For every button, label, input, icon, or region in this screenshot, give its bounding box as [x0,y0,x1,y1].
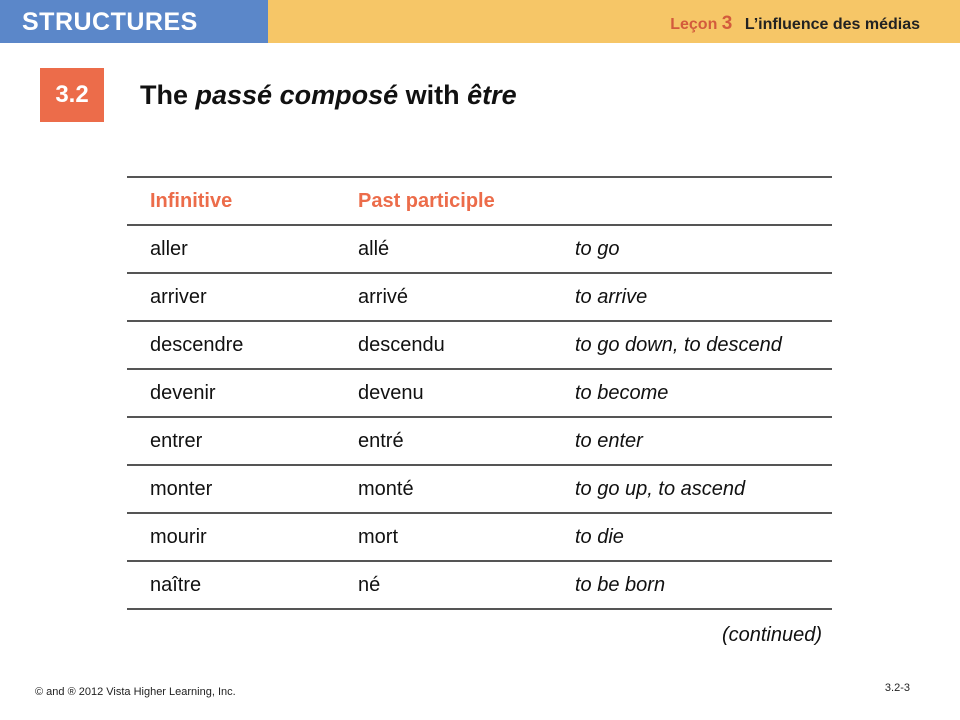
translation-cell: to become [545,369,832,417]
header-past-participle: Past participle [335,177,545,225]
table-row [127,369,832,417]
participle-cell: devenu [335,369,545,417]
infinitive-cell: monter [127,465,335,513]
infinitive-cell: arriver [127,273,335,321]
translation-cell: to be born [545,561,832,609]
table-row [127,561,832,609]
infinitive-cell: devenir [127,369,335,417]
lecon-word: Leçon [670,16,718,33]
table-row [127,465,832,513]
participle-cell: mort [335,513,545,561]
lecon-topic: L’influence des médias [744,16,920,33]
title-post: with [398,80,468,110]
participle-cell: arrivé [335,273,545,321]
lecon-number: 3 [721,13,733,34]
table-row [127,321,832,369]
table-row [127,417,832,465]
section-banner [0,0,268,43]
header-infinitive: Infinitive [127,177,335,225]
participle-cell: entré [335,417,545,465]
title-etre: être [467,80,517,110]
participle-cell: allé [335,225,545,273]
page-number: 3.2-3 [884,682,910,694]
translation-cell: to die [545,513,832,561]
infinitive-cell: naître [127,561,335,609]
page-title [140,80,517,111]
participle-cell: né [335,561,545,609]
translation-cell: to go down, to descend [545,321,832,369]
infinitive-cell: entrer [127,417,335,465]
title-pre: The [140,80,196,110]
translation-cell: to enter [545,417,832,465]
translation-cell: to go up, to ascend [545,465,832,513]
header-bar [0,0,960,43]
translation-cell: to go [545,225,832,273]
section-number-badge: 3.2 [40,68,104,122]
translation-cell: to arrive [545,273,832,321]
table-header-row [127,177,832,225]
infinitive-cell: mourir [127,513,335,561]
participle-cell: descendu [335,321,545,369]
table-row [127,513,832,561]
continued-note: (continued) [721,624,822,646]
table-row [127,225,832,273]
table-row [127,273,832,321]
infinitive-cell: descendre [127,321,335,369]
lesson-banner [268,0,960,43]
participle-cell: monté [335,465,545,513]
copyright-text: © and ® 2012 Vista Higher Learning, Inc. [35,686,236,698]
verb-table [127,176,832,610]
section-label: STRUCTURES [22,8,198,36]
infinitive-cell: aller [127,225,335,273]
lesson-title [670,13,920,35]
header-translation [545,177,832,225]
title-italic: passé composé [195,80,399,110]
